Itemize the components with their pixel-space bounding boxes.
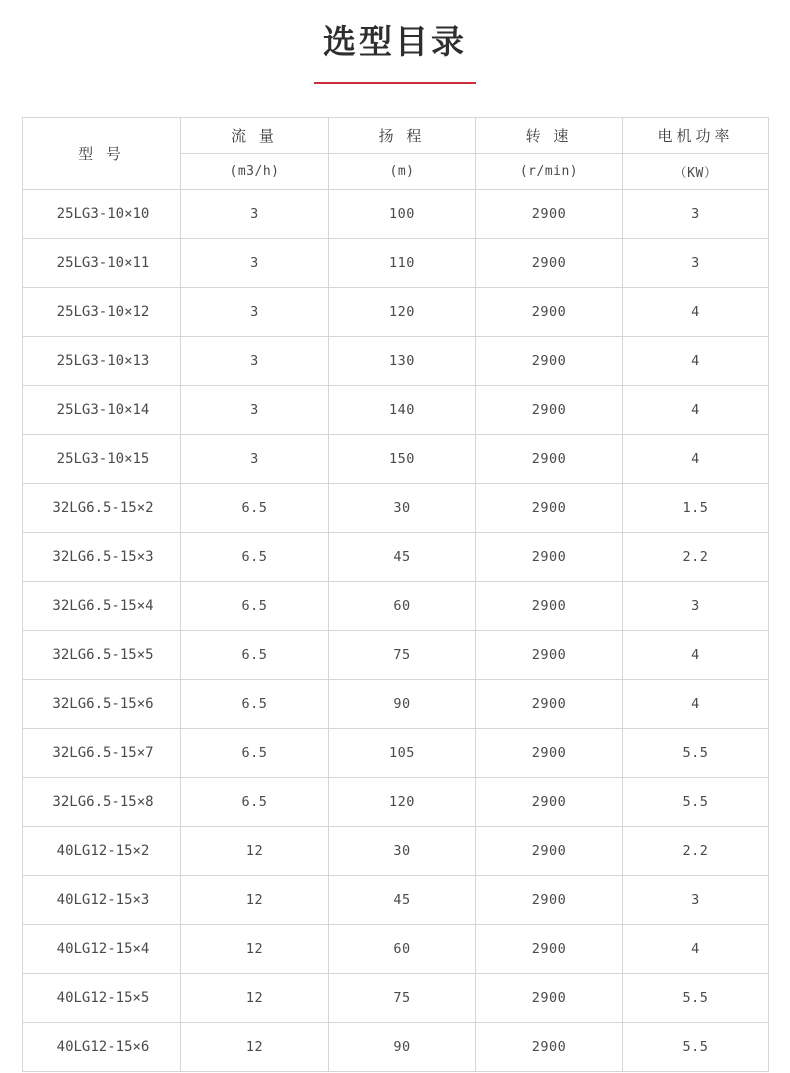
column-unit-head: (m)	[329, 154, 476, 190]
cell-model: 40LG12-15×6	[23, 1023, 181, 1072]
table-row	[23, 974, 769, 1023]
cell-value: 110	[329, 239, 476, 288]
cell-model: 25LG3-10×11	[23, 239, 181, 288]
cell-value: 2900	[476, 582, 623, 631]
spec-table-wrap	[22, 117, 768, 1072]
cell-value: 2900	[476, 1023, 623, 1072]
table-row	[23, 631, 769, 680]
cell-value: 6.5	[181, 582, 329, 631]
cell-value: 30	[329, 827, 476, 876]
table-row	[23, 533, 769, 582]
spec-table-body	[23, 190, 769, 1072]
column-unit-power: （KW）	[623, 154, 769, 190]
cell-value: 4	[623, 680, 769, 729]
table-row	[23, 484, 769, 533]
cell-value: 3	[181, 239, 329, 288]
cell-value: 2900	[476, 533, 623, 582]
cell-value: 60	[329, 582, 476, 631]
cell-value: 2900	[476, 239, 623, 288]
cell-value: 6.5	[181, 484, 329, 533]
table-row	[23, 1023, 769, 1072]
cell-value: 12	[181, 876, 329, 925]
cell-value: 3	[181, 288, 329, 337]
cell-model: 32LG6.5-15×7	[23, 729, 181, 778]
cell-value: 2900	[476, 484, 623, 533]
cell-model: 32LG6.5-15×5	[23, 631, 181, 680]
cell-value: 2900	[476, 631, 623, 680]
cell-value: 2.2	[623, 827, 769, 876]
cell-value: 150	[329, 435, 476, 484]
column-header-model: 型 号	[23, 118, 181, 190]
cell-value: 2900	[476, 288, 623, 337]
cell-value: 130	[329, 337, 476, 386]
cell-value: 2900	[476, 974, 623, 1023]
spec-table-head	[23, 118, 769, 190]
cell-value: 6.5	[181, 778, 329, 827]
cell-model: 32LG6.5-15×3	[23, 533, 181, 582]
cell-value: 90	[329, 680, 476, 729]
table-row	[23, 729, 769, 778]
cell-value: 2900	[476, 435, 623, 484]
cell-value: 12	[181, 974, 329, 1023]
spec-table	[22, 117, 769, 1072]
cell-value: 4	[623, 386, 769, 435]
column-header-flow: 流 量	[181, 118, 329, 154]
cell-value: 2900	[476, 827, 623, 876]
column-header-speed: 转 速	[476, 118, 623, 154]
table-row	[23, 435, 769, 484]
cell-value: 4	[623, 925, 769, 974]
cell-model: 25LG3-10×10	[23, 190, 181, 239]
cell-value: 2900	[476, 925, 623, 974]
cell-value: 3	[181, 435, 329, 484]
table-row	[23, 876, 769, 925]
cell-model: 25LG3-10×13	[23, 337, 181, 386]
cell-value: 3	[181, 386, 329, 435]
cell-value: 3	[623, 582, 769, 631]
cell-value: 75	[329, 974, 476, 1023]
column-unit-flow: (m3/h)	[181, 154, 329, 190]
cell-model: 32LG6.5-15×4	[23, 582, 181, 631]
table-row	[23, 827, 769, 876]
cell-model: 40LG12-15×3	[23, 876, 181, 925]
cell-model: 40LG12-15×2	[23, 827, 181, 876]
table-row	[23, 239, 769, 288]
cell-model: 32LG6.5-15×6	[23, 680, 181, 729]
table-row	[23, 680, 769, 729]
cell-value: 6.5	[181, 533, 329, 582]
cell-model: 25LG3-10×12	[23, 288, 181, 337]
table-row	[23, 778, 769, 827]
table-row	[23, 582, 769, 631]
cell-value: 3	[181, 337, 329, 386]
cell-value: 2900	[476, 729, 623, 778]
cell-value: 4	[623, 435, 769, 484]
cell-value: 6.5	[181, 729, 329, 778]
header-row-names	[23, 118, 769, 154]
table-row	[23, 190, 769, 239]
cell-value: 5.5	[623, 974, 769, 1023]
cell-value: 5.5	[623, 1023, 769, 1072]
cell-value: 3	[623, 190, 769, 239]
column-header-head: 扬 程	[329, 118, 476, 154]
cell-value: 6.5	[181, 680, 329, 729]
table-row	[23, 288, 769, 337]
cell-model: 32LG6.5-15×8	[23, 778, 181, 827]
table-row	[23, 386, 769, 435]
cell-value: 45	[329, 876, 476, 925]
cell-model: 40LG12-15×5	[23, 974, 181, 1023]
cell-value: 3	[623, 239, 769, 288]
cell-model: 40LG12-15×4	[23, 925, 181, 974]
column-unit-speed: (r/min)	[476, 154, 623, 190]
cell-model: 32LG6.5-15×2	[23, 484, 181, 533]
cell-value: 4	[623, 631, 769, 680]
cell-value: 90	[329, 1023, 476, 1072]
cell-value: 1.5	[623, 484, 769, 533]
cell-value: 4	[623, 288, 769, 337]
cell-value: 2900	[476, 337, 623, 386]
cell-value: 140	[329, 386, 476, 435]
cell-value: 2900	[476, 680, 623, 729]
cell-value: 2.2	[623, 533, 769, 582]
cell-value: 45	[329, 533, 476, 582]
cell-value: 2900	[476, 876, 623, 925]
cell-value: 6.5	[181, 631, 329, 680]
cell-value: 12	[181, 1023, 329, 1072]
cell-value: 3	[623, 876, 769, 925]
cell-value: 120	[329, 288, 476, 337]
column-header-power: 电机功率	[623, 118, 769, 154]
cell-value: 60	[329, 925, 476, 974]
cell-value: 5.5	[623, 729, 769, 778]
cell-model: 25LG3-10×15	[23, 435, 181, 484]
cell-model: 25LG3-10×14	[23, 386, 181, 435]
table-row	[23, 925, 769, 974]
cell-value: 2900	[476, 190, 623, 239]
table-row	[23, 337, 769, 386]
page-title: 选型目录	[323, 22, 467, 61]
cell-value: 75	[329, 631, 476, 680]
cell-value: 100	[329, 190, 476, 239]
cell-value: 30	[329, 484, 476, 533]
cell-value: 12	[181, 925, 329, 974]
cell-value: 2900	[476, 386, 623, 435]
cell-value: 2900	[476, 778, 623, 827]
cell-value: 120	[329, 778, 476, 827]
cell-value: 3	[181, 190, 329, 239]
cell-value: 12	[181, 827, 329, 876]
cell-value: 105	[329, 729, 476, 778]
title-underline	[314, 82, 476, 84]
cell-value: 4	[623, 337, 769, 386]
title-block	[0, 0, 790, 84]
cell-value: 5.5	[623, 778, 769, 827]
